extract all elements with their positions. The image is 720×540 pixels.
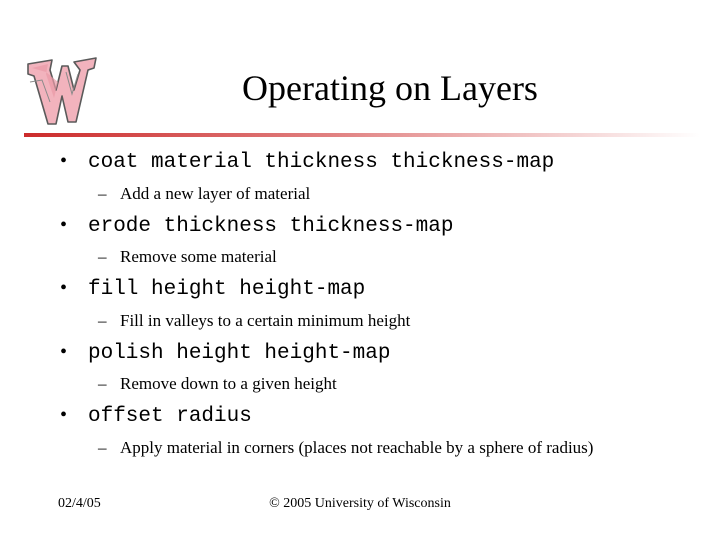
- bullet-glyph: •: [60, 404, 68, 426]
- sub-bullet-item: [98, 246, 708, 268]
- dash-glyph: –: [98, 374, 107, 393]
- footer-date: 02/4/05: [58, 496, 101, 511]
- bullet-command: polish height height-map: [88, 342, 391, 365]
- bullet-item: [60, 147, 710, 175]
- bullet-item: [60, 401, 710, 429]
- bullet-item: [60, 211, 710, 239]
- sub-bullet-note: Add a new layer of material: [120, 184, 311, 203]
- footer-copyright: © 2005 University of Wisconsin: [269, 496, 451, 511]
- bullet-command: fill height height-map: [88, 278, 366, 301]
- bullet-command: erode thickness thickness-map: [88, 215, 454, 238]
- dash-glyph: –: [98, 184, 107, 203]
- slide-title: Operating on Layers: [242, 68, 538, 108]
- bullet-command: coat material thickness thickness-map: [88, 151, 555, 174]
- sub-bullet-item: [98, 373, 708, 395]
- bullet-glyph: •: [60, 277, 68, 299]
- sub-bullet-item: [98, 437, 708, 459]
- dash-glyph: –: [98, 438, 107, 457]
- bullet-glyph: •: [60, 214, 68, 236]
- bullet-glyph: •: [60, 150, 68, 172]
- bullet-item: [60, 338, 710, 366]
- dash-glyph: –: [98, 247, 107, 266]
- sub-bullet-note: Remove some material: [120, 247, 277, 266]
- bullet-glyph: •: [60, 341, 68, 363]
- dash-glyph: –: [98, 311, 107, 330]
- bullet-command: offset radius: [88, 405, 252, 428]
- sub-bullet-item: [98, 310, 708, 332]
- sub-bullet-note: Apply material in corners (places not reachable by a sphere of radius): [120, 438, 594, 457]
- sub-bullet-item: [98, 183, 708, 205]
- bullet-item: [60, 274, 710, 302]
- sub-bullet-note: Remove down to a given height: [120, 374, 337, 393]
- sub-bullet-note: Fill in valleys to a certain minimum height: [120, 311, 411, 330]
